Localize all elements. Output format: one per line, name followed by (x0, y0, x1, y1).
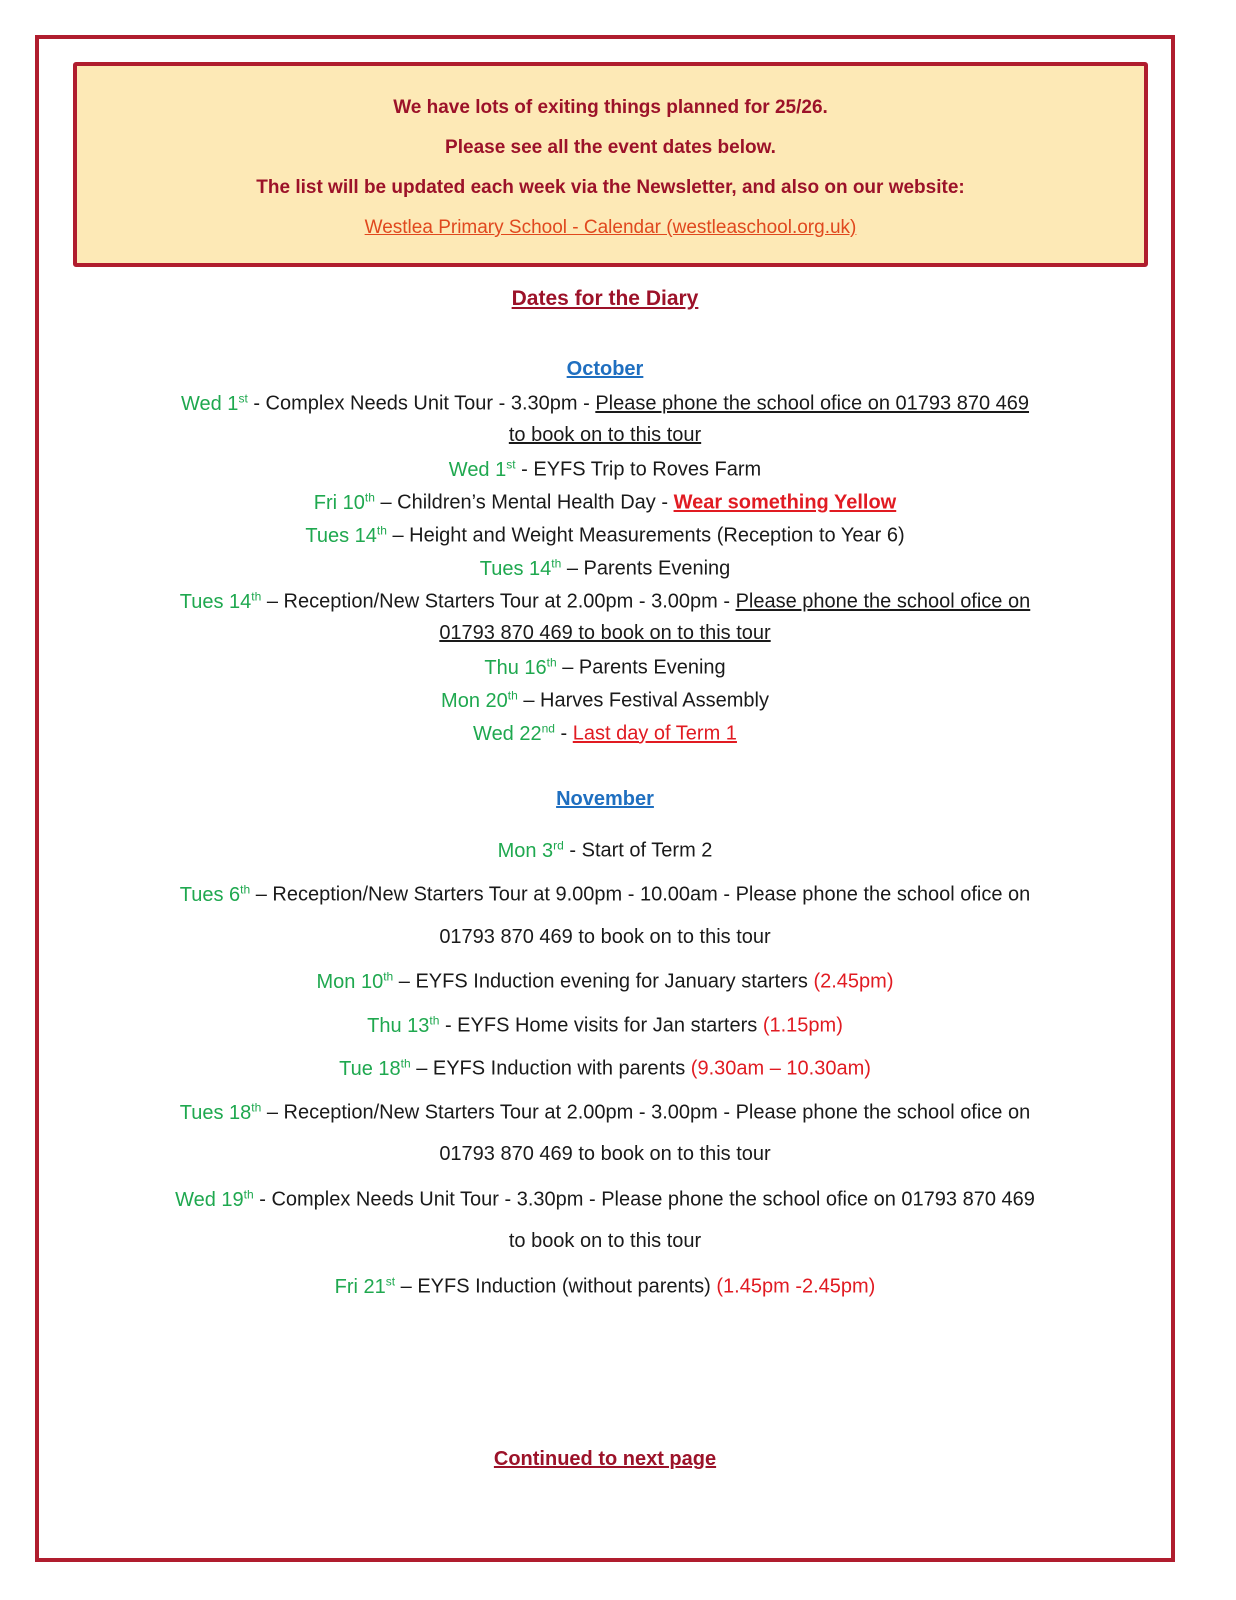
notice-box (73, 62, 1148, 267)
event-nov-7: Wed 19th - Complex Needs Unit Tour - 3.30pm - Please phone the school ofice on 01793 870 469 (175, 1187, 1035, 1211)
page-title: Dates for the Diary (511, 287, 699, 310)
event-date: Fri 21st (334, 1274, 396, 1298)
notice-line-3: The list will be updated each week via the Newsletter, and also on our website: (256, 177, 965, 198)
event-date: Thu 16th (484, 655, 557, 679)
event-oct-4: Tues 14th – Height and Weight Measurements (Reception to Year 6) (305, 523, 905, 547)
event-nov-4: Thu 13th - EYFS Home visits for Jan starters (1.15pm) (367, 1013, 843, 1037)
event-oct-5: Tues 14th – Parents Evening (479, 556, 731, 580)
notice-line-2: Please see all the event dates below. (445, 137, 776, 158)
page-frame (35, 35, 1175, 1562)
event-date: Wed 1st (180, 391, 248, 415)
event-date: Mon 10th (316, 969, 394, 993)
event-time: (1.15pm) (762, 1014, 843, 1037)
phone-office-link[interactable]: Please phone the school ofice on 01793 870 469 (595, 392, 1030, 415)
last-day-term-1: Last day of Term 1 (572, 722, 737, 745)
event-time: (1.45pm -2.45pm) (716, 1275, 876, 1298)
event-date: Wed 19th (175, 1187, 254, 1211)
event-oct-6: Tues 14th – Reception/New Starters Tour at 2.00pm - 3.00pm - Please phone the school ofice on (179, 589, 1031, 613)
month-heading-october: October (566, 358, 644, 380)
notice-line-1: We have lots of exiting things planned for 25/26. (393, 97, 828, 118)
event-time: (2.45pm) (813, 970, 894, 993)
event-nov-2: Tues 6th – Reception/New Starters Tour at 9.00pm - 10.00am - Please phone the school ofice on (179, 882, 1031, 906)
book-tour-link[interactable]: 01793 870 469 to book on to this tour (439, 622, 771, 644)
event-date: Thu 13th (367, 1013, 440, 1037)
event-oct-7: Thu 16th – Parents Evening (484, 655, 726, 679)
event-oct-6-cont (39, 622, 1171, 645)
event-date: Tues 14th (179, 589, 262, 613)
event-date: Wed 22nd (473, 721, 555, 745)
event-time: (9.30am – 10.30am) (690, 1057, 871, 1080)
event-oct-3: Fri 10th – Children’s Mental Health Day - Wear something Yellow (313, 490, 897, 514)
event-nov-1: Mon 3rd - Start of Term 2 (497, 838, 713, 862)
event-nov-2-cont: 01793 870 469 to book on to this tour (439, 926, 771, 948)
event-oct-1-cont (39, 424, 1171, 447)
event-nov-6-cont: 01793 870 469 to book on to this tour (439, 1143, 771, 1165)
event-oct-2: Wed 1st - EYFS Trip to Roves Farm (448, 457, 762, 481)
event-nov-7-cont: to book on to this tour (508, 1230, 702, 1252)
event-date: Wed 1st (448, 457, 516, 481)
event-date: Tues 18th (179, 1100, 262, 1124)
event-date: Tues 6th (179, 882, 251, 906)
event-nov-5: Tue 18th – EYFS Induction with parents (9.30am – 10.30am) (339, 1056, 871, 1080)
event-date: Tues 14th (479, 556, 562, 580)
event-date: Tues 14th (305, 523, 387, 547)
event-oct-1: Wed 1st - Complex Needs Unit Tour - 3.30pm - Please phone the school ofice on 01793 870 469 (180, 391, 1030, 415)
event-nov-8: Fri 21st – EYFS Induction (without parents) (1.45pm -2.45pm) (334, 1274, 876, 1298)
event-oct-9: Wed 22nd - Last day of Term 1 (473, 721, 737, 745)
event-date: Mon 20th (441, 688, 518, 712)
event-date: Tue 18th (339, 1056, 411, 1080)
event-date: Fri 10th (313, 490, 375, 514)
month-heading-november: November (556, 788, 654, 810)
wear-yellow-highlight: Wear something Yellow (673, 491, 897, 514)
event-nov-3: Mon 10th – EYFS Induction evening for January starters (2.45pm) (316, 969, 894, 993)
calendar-link[interactable]: Westlea Primary School - Calendar (westleaschool.org.uk) (364, 217, 857, 238)
continued-next-page: Continued to next page (493, 1448, 717, 1470)
book-tour-link[interactable]: to book on to this tour (508, 424, 702, 446)
event-oct-8: Mon 20th – Harves Festival Assembly (441, 688, 769, 712)
event-nov-6: Tues 18th – Reception/New Starters Tour at 2.00pm - 3.00pm - Please phone the school ofice on (179, 1100, 1031, 1124)
event-date: Mon 3rd (497, 838, 564, 862)
phone-office-link[interactable]: Please phone the school ofice on (735, 590, 1031, 613)
